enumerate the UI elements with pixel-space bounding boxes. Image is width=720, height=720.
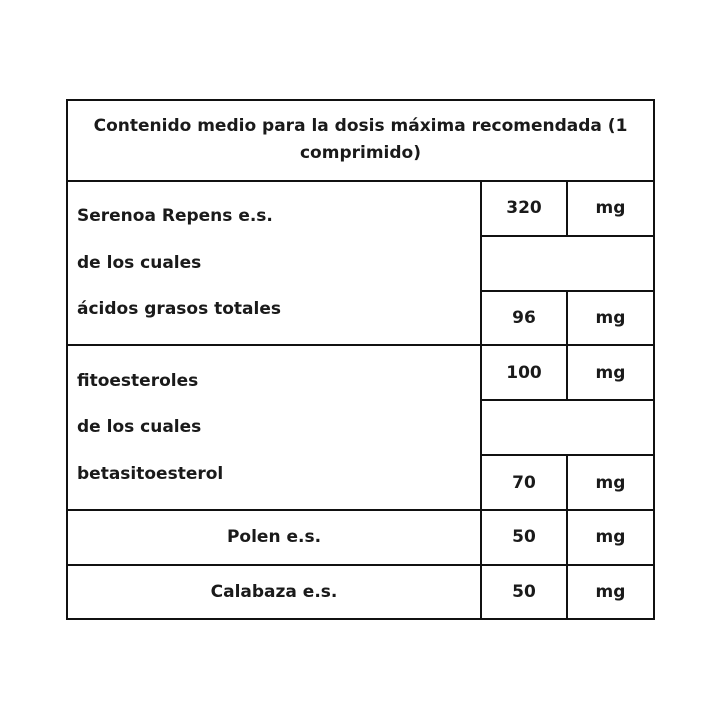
ingredient-label: ácidos grasos totales bbox=[77, 299, 281, 319]
ingredient-label: fitoesteroles bbox=[77, 371, 199, 391]
unit-value: mg bbox=[595, 198, 626, 218]
amount-value: 320 bbox=[506, 198, 542, 218]
amount-value: 100 bbox=[506, 363, 542, 383]
unit-value: mg bbox=[595, 308, 626, 328]
unit-value: mg bbox=[595, 527, 626, 547]
column-divider bbox=[480, 180, 482, 620]
amount-value: 70 bbox=[512, 473, 536, 493]
cell-divider bbox=[481, 399, 655, 401]
amount-value: 50 bbox=[512, 527, 536, 547]
unit-value: mg bbox=[595, 582, 626, 602]
unit-value: mg bbox=[595, 363, 626, 383]
ingredient-label: betasitoesterol bbox=[77, 464, 224, 484]
column-divider bbox=[566, 290, 568, 401]
cell-divider bbox=[481, 454, 655, 456]
ingredient-label: Calabaza e.s. bbox=[210, 582, 338, 602]
unit-value: mg bbox=[595, 473, 626, 493]
table-border-right bbox=[653, 99, 655, 620]
ingredient-label: Serenoa Repens e.s. bbox=[77, 206, 273, 226]
ingredient-label: de los cuales bbox=[77, 417, 202, 437]
cell-divider bbox=[481, 235, 655, 237]
ingredient-label: de los cuales bbox=[77, 253, 202, 273]
composition-table bbox=[66, 99, 655, 620]
cell-divider bbox=[481, 290, 655, 292]
ingredient-label: Polen e.s. bbox=[226, 527, 322, 547]
amount-value: 50 bbox=[512, 582, 536, 602]
table-title: Contenido medio para la dosis máxima recomendada (1 comprimido) bbox=[93, 116, 628, 163]
amount-value: 96 bbox=[512, 308, 536, 328]
table-border-top bbox=[66, 99, 655, 101]
